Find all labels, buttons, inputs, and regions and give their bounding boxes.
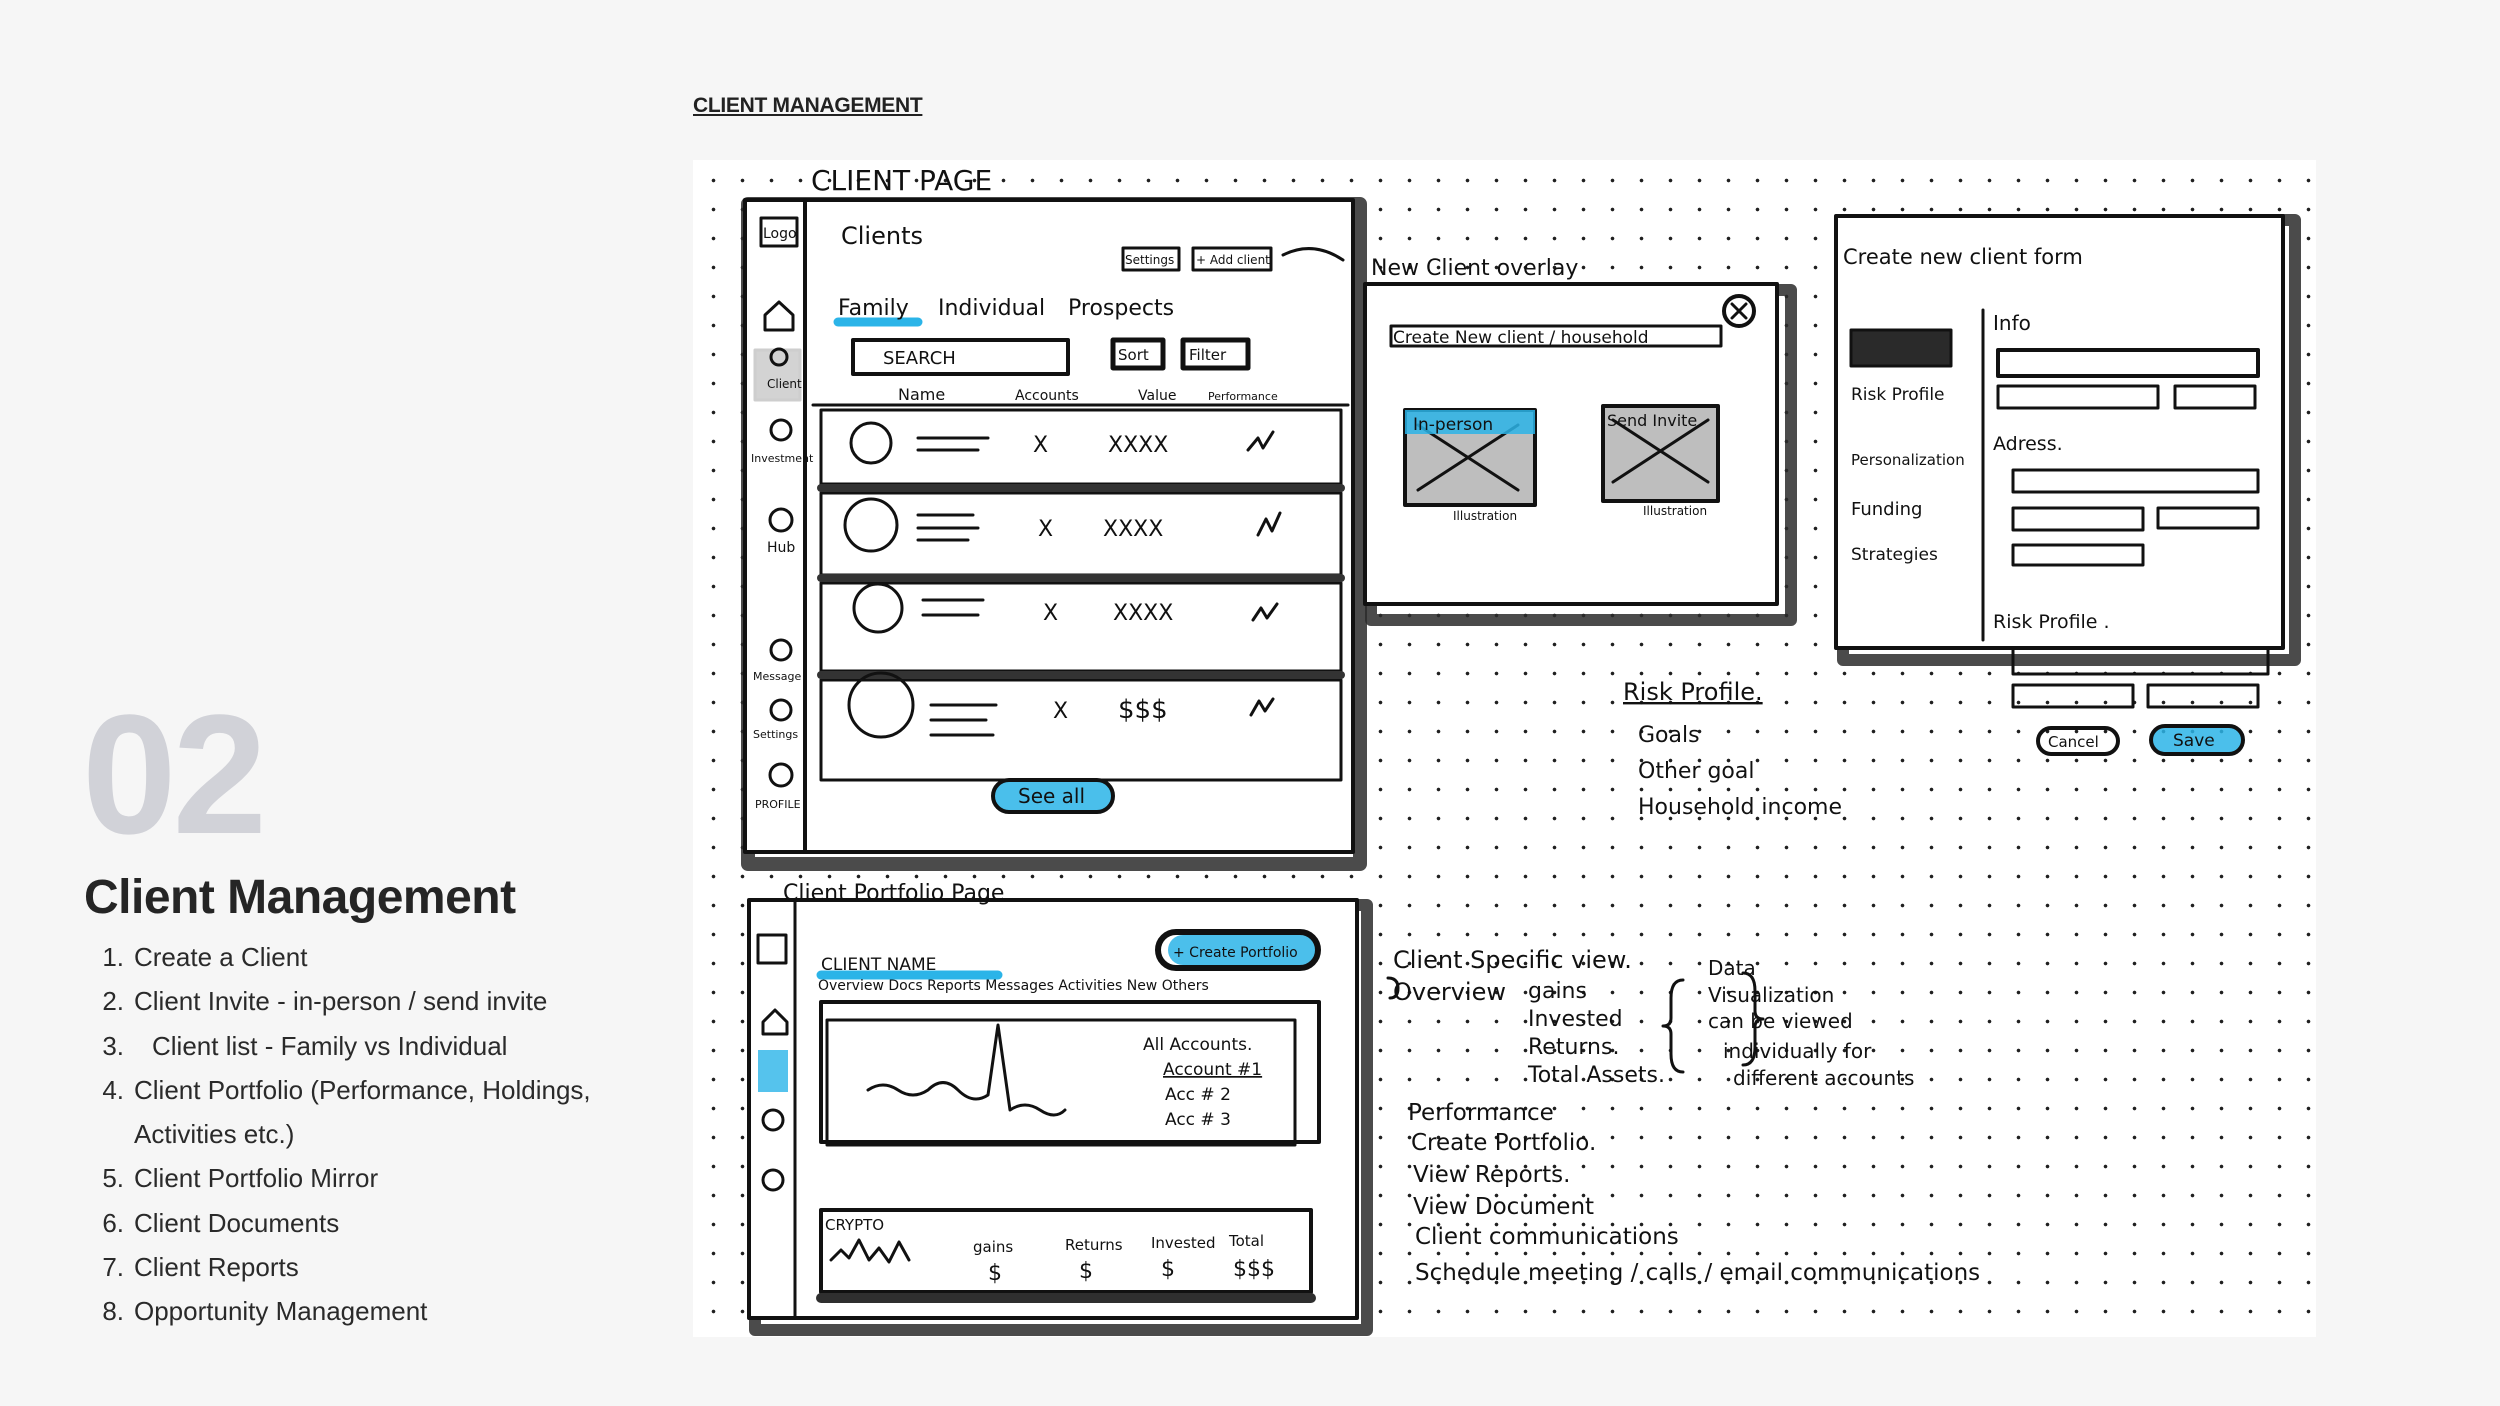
list-item: 7. Client Reports [102,1252,299,1283]
sort-button: Sort [1118,346,1149,364]
form-menu-personalization: Personalization [1851,451,1965,469]
metric-value: $ [988,1261,1002,1286]
metric-gains: gains [973,1238,1014,1256]
search-input: SEARCH [883,348,956,369]
list-item: 3. Client list - Family vs Individual [102,1030,508,1061]
nav-investment: Investment [751,452,814,465]
note-bullet: Client communications [1415,1224,1679,1250]
section-label: CLIENT MANAGEMENT [693,94,923,117]
metric-returns: Returns [1065,1236,1123,1254]
data-note: Visualization [1708,983,1835,1007]
row-value: XXXX [1103,517,1164,542]
nav-profile: PROFILE [755,798,801,811]
metric-invested: Invested [1151,1234,1216,1252]
add-client-button: + Add client [1196,253,1270,267]
see-all-button: See all [1018,784,1086,808]
risk-item: Household income [1638,795,1842,820]
feature-list [84,935,712,1334]
list-item: 1. Create a Client [102,942,308,972]
metric-value: $ [1079,1259,1093,1284]
column-accounts: Accounts [1015,388,1079,404]
in-person-option: In-person [1413,415,1494,435]
nav-message: Message [753,670,802,683]
metric-value: $$$ [1233,1257,1275,1282]
client-name: CLIENT NAME [821,955,937,975]
wireframe-sketch-image [693,160,2316,1337]
tab-family: Family [838,296,909,321]
account-item: Account #1 [1163,1060,1263,1080]
overview-item: Invested [1528,1007,1623,1032]
illustration-label: Illustration [1643,504,1708,518]
column-performance: Performance [1208,390,1278,403]
row-value: $$$ [1118,695,1168,725]
overview-item: gains [1528,979,1587,1004]
tab-individual: Individual [938,296,1046,321]
form-title: Create new client form [1843,245,2083,269]
risk-item: Goals [1638,723,1700,748]
portfolio-tabs: Overview Docs Reports Messages Activities New Others [818,978,1209,994]
section-number: 02 [82,680,264,870]
send-invite-option: Send Invite [1607,411,1698,430]
form-section-risk: Risk Profile . [1993,611,2110,633]
list-item: 4. Client Portfolio (Performance, Holdings, Activities etc.) [102,1074,591,1150]
risk-profile-title: Risk Profile. [1623,678,1763,706]
note-bullet: View Reports. [1413,1162,1571,1188]
account-item: All Accounts. [1143,1035,1253,1055]
form-menu-funding: Funding [1851,499,1923,520]
account-item: Acc # 3 [1165,1110,1231,1130]
cancel-button: Cancel [2048,733,2099,751]
crypto-label: CRYPTO [825,1216,885,1234]
row-accounts: X [1033,433,1049,458]
page-title: Client Management [84,871,516,924]
data-note: different accounts [1733,1066,1915,1090]
metric-total: Total [1229,1232,1265,1250]
overview-item: Total Assets. [1528,1063,1665,1088]
row-accounts: X [1053,699,1069,724]
row-value: XXXX [1108,433,1169,458]
data-note: individually for [1723,1039,1872,1063]
clients-heading: Clients [841,222,923,250]
tab-prospects: Prospects [1068,296,1175,321]
overview-item: Returns. [1528,1035,1620,1060]
save-button: Save [2173,731,2215,751]
metric-value: $ [1161,1257,1175,1282]
client-page-title: CLIENT PAGE [811,164,993,197]
note-overview: Overview [1393,978,1506,1006]
illustration-label: Illustration [1453,509,1518,523]
overlay-title: New Client overlay [1371,256,1579,281]
portfolio-title: Client Portfolio Page [783,881,1005,906]
row-accounts: X [1038,517,1054,542]
account-item: Acc # 2 [1165,1085,1231,1105]
list-item: 2. Client Invite - in-person / send invite [102,986,548,1017]
list-item: 5. Client Portfolio Mirror [102,1163,379,1194]
column-name: Name [898,385,946,404]
list-item: 8. Opportunity Management [102,1296,428,1327]
settings-button: Settings [1125,253,1175,267]
form-section-info: Info [1993,311,2031,335]
nav-client: Client [767,377,802,391]
note-bullet: Schedule meeting / calls / email communications [1415,1260,1981,1286]
risk-item: Other goal [1638,759,1755,784]
nav-hub: Hub [767,540,796,556]
nav-settings: Settings [753,728,799,741]
note-client-specific: Client Specific view. [1393,946,1632,974]
form-menu-risk: Risk Profile [1851,385,1945,405]
form-menu-strategies: Strategies [1851,545,1938,565]
data-note: can be viewed [1708,1009,1853,1033]
form-section-address: Adress. [1993,433,2063,455]
list-item: 6. Client Documents [102,1207,340,1238]
overlay-subtitle: Create New client / household [1393,328,1649,348]
create-portfolio-button: + Create Portfolio [1173,945,1298,961]
note-bullet: Performance [1408,1100,1554,1126]
column-value: Value [1138,388,1177,404]
filter-button: Filter [1189,346,1227,364]
data-note: Data [1708,956,1756,980]
note-bullet: View Document [1413,1194,1595,1220]
row-value: XXXX [1113,601,1174,626]
row-accounts: X [1043,601,1059,626]
logo-box: Logo [763,226,797,242]
note-bullet: Create Portfolio. [1411,1130,1597,1156]
